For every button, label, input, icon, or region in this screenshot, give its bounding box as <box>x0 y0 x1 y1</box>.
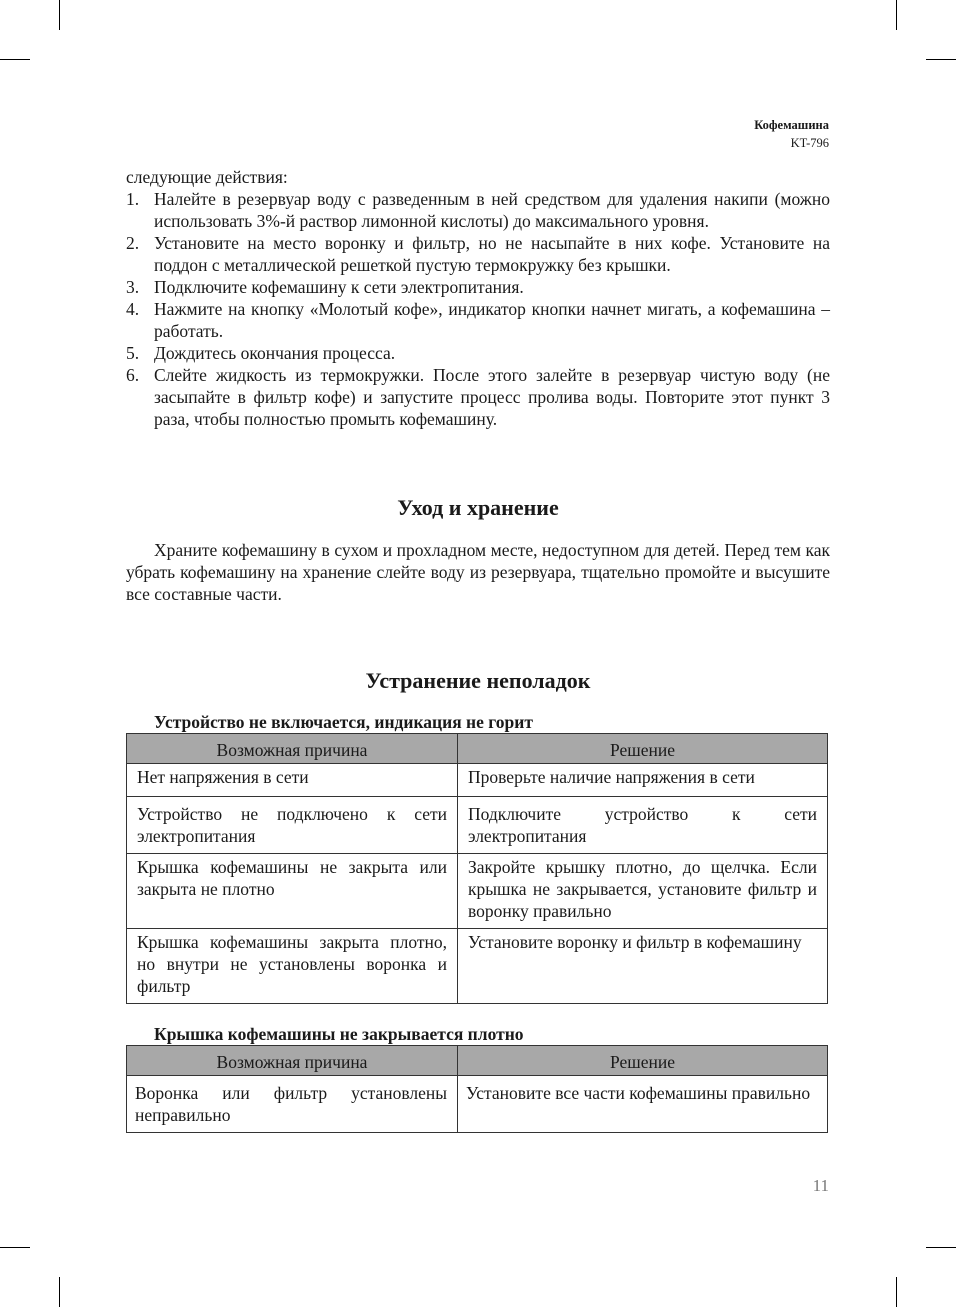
solution-cell: Подключите устройство к сети электропитания <box>458 797 828 854</box>
step-number: 2. <box>126 233 140 253</box>
step-text: Установите на место воронку и фильтр, но не насыпайте в них кофе. Установите на поддон с металлической решеткой пустую термокружку без крышки. <box>154 233 830 275</box>
page-content <box>126 166 830 1133</box>
cause-cell: Крышка кофемашины не закрыта или закрыта не плотно <box>127 854 458 929</box>
list-item <box>126 276 830 298</box>
column-header-solution: Решение <box>458 1046 828 1076</box>
column-header-cause: Возможная причина <box>127 1046 458 1076</box>
table-subtitle: Крышка кофемашины не закрывается плотно <box>154 1024 524 1044</box>
troubleshooting-table <box>126 1045 828 1133</box>
cause-cell: Нет напряжения в сети <box>127 764 458 797</box>
header-model: KT-796 <box>790 136 829 150</box>
list-item <box>126 298 830 342</box>
cause-cell: Крышка кофемашины закрыта плотно, но внутри не установлены воронка и фильтр <box>127 929 458 1004</box>
step-number: 1. <box>126 189 140 209</box>
step-number: 3. <box>126 277 140 297</box>
step-number: 6. <box>126 365 140 385</box>
step-text: Подключите кофемашину к сети электропитания. <box>154 277 524 297</box>
care-title: Уход и хранение <box>397 495 559 520</box>
crop-mark <box>0 59 30 60</box>
column-header-cause: Возможная причина <box>127 734 458 764</box>
solution-cell: Установите воронку и фильтр в кофемашину <box>458 929 828 1004</box>
step-text: Дождитесь окончания процесса. <box>154 343 396 363</box>
cleaning-steps <box>126 188 830 430</box>
solution-cell: Установите все части кофемашины правильно <box>458 1076 828 1133</box>
list-item <box>126 188 830 232</box>
crop-mark <box>59 0 60 30</box>
crop-mark <box>926 1247 956 1248</box>
troubleshooting-table <box>126 733 828 1004</box>
care-text: Храните кофемашину в сухом и прохладном месте, недоступном для детей. Перед тем как убрать кофемашину на хранение слейте воду из резервуара, тщательно промойте и высушите все составные части. <box>126 540 830 604</box>
crop-mark <box>896 0 897 30</box>
column-header-solution: Решение <box>458 734 828 764</box>
list-item <box>126 364 830 430</box>
list-item <box>126 342 830 364</box>
step-text: Слейте жидкость из термокружки. После этого залейте в резервуар чистую воду (не засыпайте в фильтр кофе) и запустите процесс пролива воды. Повторите этот пункт 3 раза, чтобы полностью промыть кофемашину. <box>154 365 830 429</box>
crop-mark <box>59 1277 60 1307</box>
list-item <box>126 232 830 276</box>
troubleshooting-title: Устранение неполадок <box>365 668 591 693</box>
solution-cell: Проверьте наличие напряжения в сети <box>458 764 828 797</box>
step-text: Налейте в резервуар воду с разведенным в ней средством для удаления накипи (можно использовать 3%-й раствор лимонной кислоты) до максимального уровня. <box>154 189 830 231</box>
table-row <box>127 854 828 929</box>
cause-cell: Устройство не подключено к сети электропитания <box>127 797 458 854</box>
table-row <box>127 929 828 1004</box>
page-header <box>754 116 829 152</box>
step-number: 4. <box>126 299 140 319</box>
table-row <box>127 797 828 854</box>
header-brand: Кофемашина <box>754 118 829 132</box>
table-row <box>127 764 828 797</box>
crop-mark <box>896 1277 897 1307</box>
intro-text: следующие действия: <box>126 167 288 187</box>
table-subtitle: Устройство не включается, индикация не горит <box>154 712 533 732</box>
crop-mark <box>926 59 956 60</box>
cause-cell: Воронка или фильтр установлены неправильно <box>127 1076 458 1133</box>
solution-cell: Закройте крышку плотно, до щелчка. Если крышка не закрывается, установите фильтр и воронку правильно <box>458 854 828 929</box>
step-number: 5. <box>126 343 140 363</box>
page-number: 11 <box>812 1176 829 1195</box>
crop-mark <box>0 1247 30 1248</box>
table-row <box>127 1076 828 1133</box>
step-text: Нажмите на кнопку «Молотый кофе», индикатор кнопки начнет мигать, а кофемашина – работать. <box>154 299 830 341</box>
